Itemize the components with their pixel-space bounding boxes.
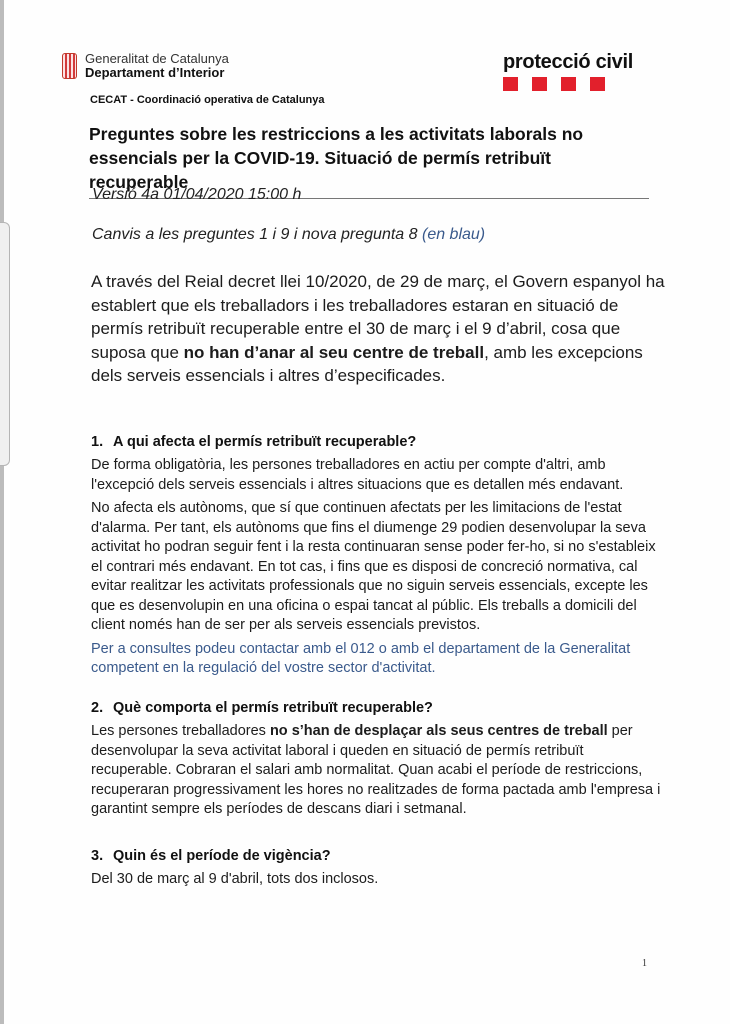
version-line: Versió 4a 01/04/2020 15:00 h [92,186,302,203]
answer-text-1: Les persones treballadores [91,723,270,739]
question-number: 2. [91,700,104,716]
answer-paragraph [91,722,661,820]
answer-paragraph: Del 30 de març al 9 d'abril, tots dos inclosos. [91,871,379,887]
document-title: Preguntes sobre les restriccions a les activitats laborals no essencials per la COVID-19. Situació de permís retribuït recuperable [89,122,649,199]
generalitat-logo [62,52,229,80]
page-number: 1 [642,958,647,969]
changes-line [92,226,485,244]
intro-text-1: A través del Reial decret llei 10/2020, de 29 de març, el Govern espanyol ha establert que els treballadors i les treballadores estaran en situació de permís retribuït recuperable entre el 30 de març i el 9 d’abril, cosa que suposa que [91,272,665,362]
question-2 [91,700,661,824]
answer-bold: no s’han de desplaçar als seus centres de treball [269,723,608,739]
red-squares-icon [503,77,633,91]
department-name: Departament d’Interior [85,65,225,80]
question-title: A qui afecta el permís retribuït recuperable? [113,434,417,450]
proteccio-civil-logo [503,52,633,91]
intro-paragraph [91,270,671,388]
question-number: 1. [91,434,104,450]
answer-text-2: per desenvolupar la seva activitat laboral i queden en situació de permís retribuït recuperable. Cobraran el salari amb normalitat. Quan acabi el període de restriccions, recuperaran progressivament les hores no realitzades de forma pactada amb l'empresa i garantint sempre els períodes de descans diari i setmanal. [91,723,661,817]
intro-bold: no han d’anar al seu centre de treball [183,342,485,362]
generalitat-name: Generalitat de Catalunya [85,51,229,66]
answer-paragraph: No afecta els autònoms, que sí que continuen afectats per les limitacions de l'estat d'alarma. Per tant, els autònoms que fins el diumenge 29 podien desenvolupar la seva activitat ho podran seguir fent i la resta continuaran sense poder fer-ho, si no s'estableix el contrari més endavant. En tot cas, i fins que es disposi de concreció normativa, cal evitar realitzar les activitats professionals que no siguin serveis essencials, excepte les que es desenvolupin en una oficina o espai tancat al públic. Els treballs a domicili del client només han de ser per als serveis essencials previstos. [91,500,656,633]
question-number: 3. [91,848,104,864]
viewer-edge [0,0,4,1024]
intro-text-2: , amb les excepcions dels serveis essencials i altres d’especificades. [91,342,643,385]
changes-blue-note: (en blau) [421,226,486,243]
cecat-label: CECAT - Coordinació operativa de Catalunya [90,94,325,106]
catalonia-shield-icon [62,53,77,79]
changes-text: Canvis a les preguntes 1 i 9 i nova pregunta 8 [92,226,422,243]
question-heading [91,434,661,450]
question-3 [91,848,661,894]
side-panel-handle[interactable] [0,222,10,466]
question-title: Què comporta el permís retribuït recuperable? [113,700,433,716]
question-1 [91,434,661,683]
question-heading [91,700,661,716]
contact-note: Per a consultes podeu contactar amb el 012 o amb el departament de la Generalitat competent en la regulació del vostre sector d'activitat. [91,640,631,676]
question-heading [91,848,661,864]
question-title: Quin és el període de vigència? [113,848,331,864]
answer-paragraph: De forma obligatòria, les persones treballadores en actiu per compte d'altri, amb l'excepció dels serveis essencials i altres situacions que es detallen més endavant. [91,457,624,493]
proteccio-civil-text: protecció civil [503,51,633,73]
